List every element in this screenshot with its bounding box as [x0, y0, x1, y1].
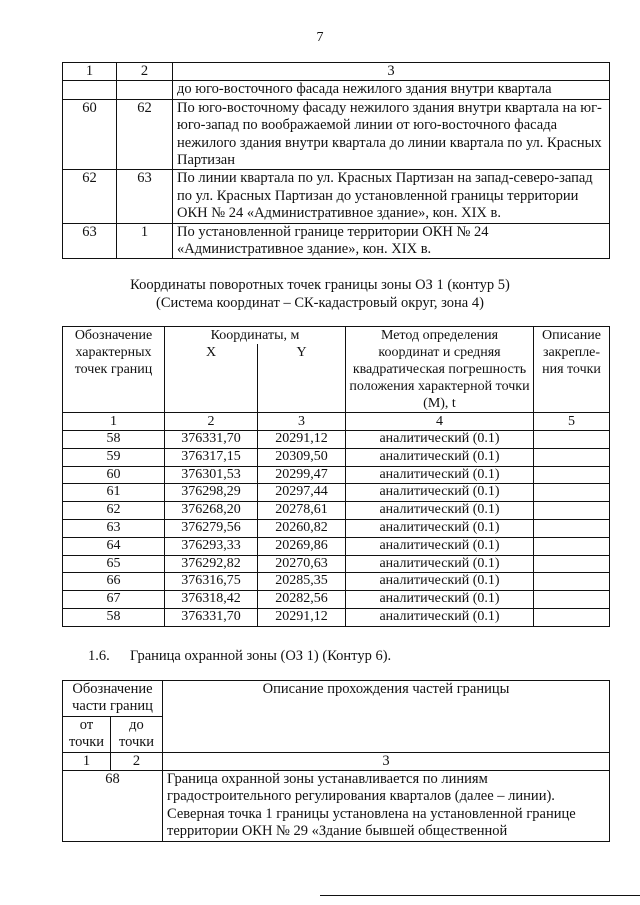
fixation-description	[534, 431, 610, 449]
header-cell: 2	[117, 63, 173, 81]
x-coordinate: 376292,82	[165, 555, 258, 573]
method-value: аналитический (0.1)	[346, 431, 534, 449]
x-coordinate: 376279,56	[165, 519, 258, 537]
column-number: 3	[163, 752, 610, 770]
to-point: 62	[117, 99, 173, 170]
fixation-description	[534, 608, 610, 626]
segment-description: По линии квартала по ул. Красных Партизан на запад-северо-запад по ул. Красных Партизан до установленной границы территории ОКН № 24 «Административное здание», кон. XIX в.	[173, 170, 610, 223]
segment-description: Граница охранной зоны устанавливается по линиям градостроительного регулирования кварталов (далее – линии). Северная точка 1 границы установлена на установленной границе территории ОКН № 29 «Здание бывшей общественной	[163, 771, 610, 842]
header-cell: 1	[63, 63, 117, 81]
fixation-description	[534, 573, 610, 591]
point-designation: 62	[63, 502, 165, 520]
method-value: аналитический (0.1)	[346, 448, 534, 466]
y-coordinate: 20291,12	[258, 608, 346, 626]
x-coordinate: 376331,70	[165, 608, 258, 626]
section-number: 1.6.	[88, 648, 110, 664]
to-point	[117, 81, 173, 99]
y-coordinate: 20270,63	[258, 555, 346, 573]
point-designation: 66	[63, 573, 165, 591]
from-point: 60	[63, 99, 117, 170]
table-row	[63, 466, 610, 484]
point-designation: 61	[63, 484, 165, 502]
table-row	[63, 81, 610, 99]
table-row	[63, 573, 610, 591]
table-header-row	[63, 327, 610, 345]
to-header: до точки	[111, 716, 163, 752]
fixation-description	[534, 537, 610, 555]
y-header: Y	[258, 344, 346, 413]
to-point: 63	[117, 170, 173, 223]
fixation-description	[534, 591, 610, 609]
coordinates-caption-line2: (Система координат – СК-кадастровый округ, зона 4)	[156, 295, 484, 311]
column-number: 1	[63, 752, 111, 770]
fixation-description	[534, 466, 610, 484]
table-row	[63, 431, 610, 449]
x-header: X	[165, 344, 258, 413]
table-row	[63, 591, 610, 609]
table-header-row	[63, 681, 610, 717]
x-coordinate: 376316,75	[165, 573, 258, 591]
method-value: аналитический (0.1)	[346, 502, 534, 520]
point-designation: 64	[63, 537, 165, 555]
x-coordinate: 376331,70	[165, 431, 258, 449]
point-designation: 58	[63, 431, 165, 449]
column-number: 1	[63, 413, 165, 431]
point-designation: 63	[63, 519, 165, 537]
table-row	[63, 771, 610, 842]
point-designation: 60	[63, 466, 165, 484]
y-coordinate: 20299,47	[258, 466, 346, 484]
fixation-description	[534, 448, 610, 466]
point-designation: 67	[63, 591, 165, 609]
header-cell: 3	[173, 63, 610, 81]
table-row	[63, 170, 610, 223]
method-value: аналитический (0.1)	[346, 555, 534, 573]
y-coordinate: 20291,12	[258, 431, 346, 449]
column-numbers-row	[63, 752, 610, 770]
column-number: 2	[165, 413, 258, 431]
fixation-description	[534, 502, 610, 520]
y-coordinate: 20269,86	[258, 537, 346, 555]
segment-description: По установленной границе территории ОКН № 24 «Административное здание», кон. XIX в.	[173, 223, 610, 259]
fixation-header: Описание закрепле-ния точки	[534, 327, 610, 413]
section-title: Граница охранной зоны (ОЗ 1) (Контур 6).	[130, 648, 392, 664]
x-coordinate: 376268,20	[165, 502, 258, 520]
table-header-row	[63, 63, 610, 81]
to-point: 1	[117, 223, 173, 259]
fixation-description	[534, 555, 610, 573]
method-value: аналитический (0.1)	[346, 466, 534, 484]
column-number: 2	[111, 752, 163, 770]
from-point: 62	[63, 170, 117, 223]
y-coordinate: 20285,35	[258, 573, 346, 591]
point-number: 68	[63, 771, 163, 842]
y-coordinate: 20260,82	[258, 519, 346, 537]
from-point: 63	[63, 223, 117, 259]
page-bottom-rule	[320, 895, 640, 896]
x-coordinate: 376301,53	[165, 466, 258, 484]
x-coordinate: 376293,33	[165, 537, 258, 555]
column-number: 3	[258, 413, 346, 431]
table-row	[63, 484, 610, 502]
description-header: Описание прохождения частей границы	[163, 681, 610, 753]
coordinates-header: Координаты, м	[165, 327, 346, 345]
method-value: аналитический (0.1)	[346, 537, 534, 555]
designation-header: Обозначение характерных точек границ	[63, 327, 165, 413]
table-row	[63, 519, 610, 537]
boundary-segments-table	[62, 62, 610, 259]
point-designation: 58	[63, 608, 165, 626]
coordinates-table	[62, 326, 610, 627]
point-designation: 65	[63, 555, 165, 573]
segment-description: до юго-восточного фасада нежилого здания внутри квартала	[173, 81, 610, 99]
method-header: Метод определения координат и средняя квадратическая погрешность положения характерной точки (М), t	[346, 327, 534, 413]
y-coordinate: 20282,56	[258, 591, 346, 609]
segment-description: По юго-восточному фасаду нежилого здания внутри квартала на юг-юго-запад по воображаемой линии от юго-восточного фасада нежилого здания внутри квартала до линии квартала по ул. Красных Партизан	[173, 99, 610, 170]
method-value: аналитический (0.1)	[346, 519, 534, 537]
x-coordinate: 376317,15	[165, 448, 258, 466]
table-row	[63, 537, 610, 555]
coordinates-caption-line1: Координаты поворотных точек границы зоны ОЗ 1 (контур 5)	[130, 277, 510, 293]
y-coordinate: 20278,61	[258, 502, 346, 520]
table-row	[63, 448, 610, 466]
point-designation: 59	[63, 448, 165, 466]
contour6-table	[62, 680, 610, 842]
x-coordinate: 376298,29	[165, 484, 258, 502]
method-value: аналитический (0.1)	[346, 591, 534, 609]
method-value: аналитический (0.1)	[346, 484, 534, 502]
table-row	[63, 502, 610, 520]
method-value: аналитический (0.1)	[346, 608, 534, 626]
x-coordinate: 376318,42	[165, 591, 258, 609]
y-coordinate: 20309,50	[258, 448, 346, 466]
table-row	[63, 223, 610, 259]
column-number: 4	[346, 413, 534, 431]
fixation-description	[534, 519, 610, 537]
column-numbers-row	[63, 413, 610, 431]
method-value: аналитический (0.1)	[346, 573, 534, 591]
table-row	[63, 608, 610, 626]
page-number: 7	[316, 30, 324, 45]
from-point	[63, 81, 117, 99]
fixation-description	[534, 484, 610, 502]
table-row	[63, 555, 610, 573]
section-heading	[88, 648, 391, 665]
y-coordinate: 20297,44	[258, 484, 346, 502]
from-header: от точки	[63, 716, 111, 752]
designation-header: Обозначение части границ	[63, 681, 163, 717]
table-row	[63, 99, 610, 170]
column-number: 5	[534, 413, 610, 431]
